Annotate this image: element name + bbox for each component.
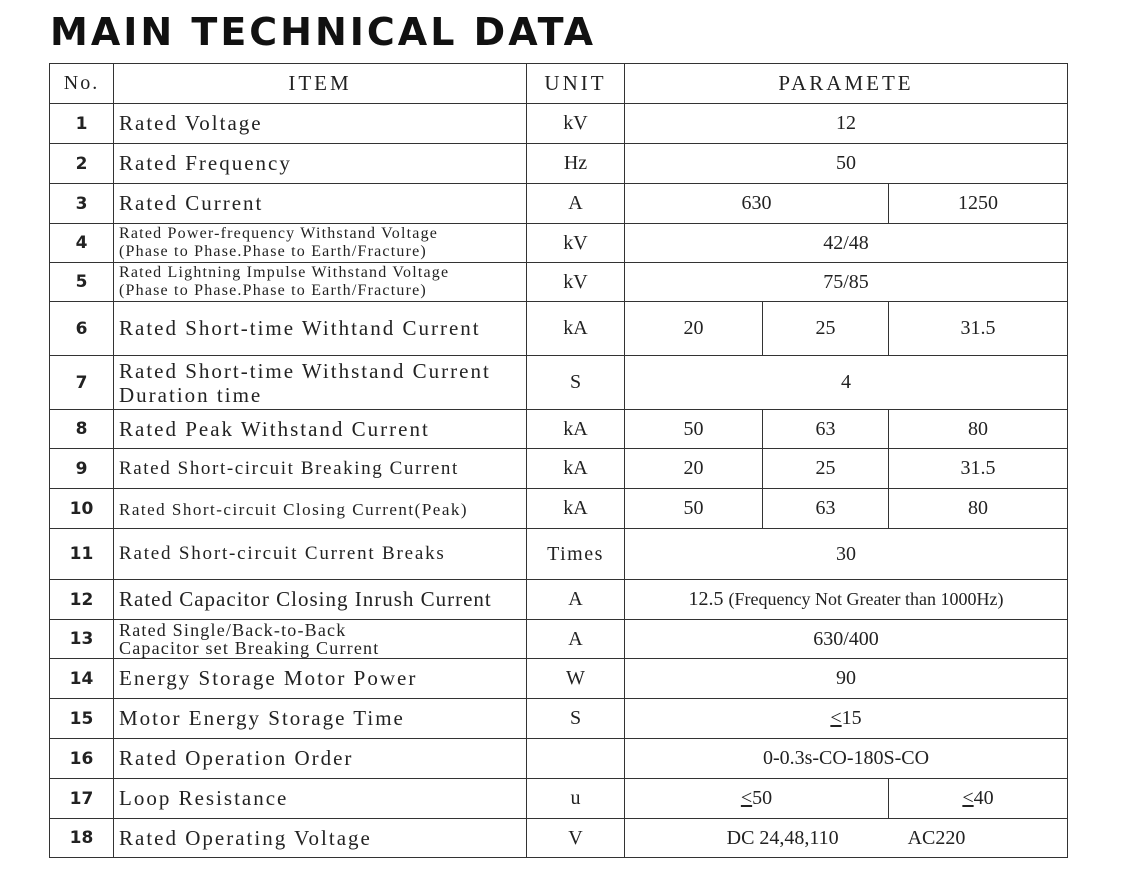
unit: V [527, 819, 625, 858]
row-number: 4 [50, 224, 114, 263]
item-name-line: Duration time [119, 382, 263, 407]
technical-data-table [49, 63, 1068, 858]
table-row [50, 779, 1068, 819]
parameter-value: 31.5 [889, 302, 1068, 356]
item-name [114, 224, 527, 263]
item-name: Loop Resistance [114, 779, 527, 819]
value-number: 15 [841, 707, 862, 729]
table-row [50, 144, 1068, 184]
value-number: 12.5 [688, 588, 724, 610]
item-name: Rated Current [114, 184, 527, 224]
parameter-value: 30 [625, 529, 1068, 580]
parameter-value [625, 580, 1068, 620]
row-number: 10 [50, 489, 114, 529]
value-number: 40 [973, 787, 994, 809]
unit: A [527, 184, 625, 224]
item-name-line: (Phase to Phase.Phase to Earth/Fracture) [119, 243, 427, 260]
row-number: 6 [50, 302, 114, 356]
item-name: Rated Short-time Withtand Current [114, 302, 527, 356]
unit: S [527, 699, 625, 739]
table-row [50, 449, 1068, 489]
header-parameter: PARAMETE [625, 64, 1068, 104]
table-row [50, 356, 1068, 410]
unit: kA [527, 449, 625, 489]
item-name: Rated Short-circuit Current Breaks [114, 529, 527, 580]
parameter-value: 80 [889, 489, 1068, 529]
table-row [50, 184, 1068, 224]
item-name-line: Rated Single/Back-to-Back [119, 620, 347, 640]
table-row [50, 819, 1068, 858]
table-row [50, 104, 1068, 144]
row-number: 8 [50, 410, 114, 449]
row-number: 13 [50, 620, 114, 659]
unit: kV [527, 104, 625, 144]
unit: A [527, 580, 625, 620]
table-row [50, 620, 1068, 659]
parameter-value [889, 779, 1068, 819]
unit: A [527, 620, 625, 659]
row-number: 16 [50, 739, 114, 779]
row-number: 3 [50, 184, 114, 224]
unit: kV [527, 263, 625, 302]
parameter-value: 20 [625, 302, 763, 356]
header-item: ITEM [114, 64, 527, 104]
row-number: 2 [50, 144, 114, 184]
unit: S [527, 356, 625, 410]
item-name-line: (Phase to Phase.Phase to Earth/Fracture) [119, 282, 427, 299]
parameter-value [625, 819, 1068, 858]
item-name: Rated Frequency [114, 144, 527, 184]
page-title: MAIN TECHNICAL DATA [50, 10, 597, 54]
parameter-value [625, 699, 1068, 739]
row-number: 18 [50, 819, 114, 858]
value-note: (Frequency Not Greater than 1000Hz) [728, 589, 1004, 609]
item-name: Energy Storage Motor Power [114, 659, 527, 699]
unit: Times [527, 529, 625, 580]
parameter-value: 90 [625, 659, 1068, 699]
parameter-value: 50 [625, 489, 763, 529]
row-number: 15 [50, 699, 114, 739]
item-name-text: Rated Short-circuit Closing Current(Peak) [119, 500, 469, 519]
parameter-value: 1250 [889, 184, 1068, 224]
row-number: 9 [50, 449, 114, 489]
table-row [50, 659, 1068, 699]
header-row [50, 64, 1068, 104]
row-number: 14 [50, 659, 114, 699]
row-number: 17 [50, 779, 114, 819]
item-name-line: Rated Power-frequency Withstand Voltage [119, 225, 439, 242]
item-name: Rated Operating Voltage [114, 819, 527, 858]
parameter-value: 50 [625, 144, 1068, 184]
parameter-value: 12 [625, 104, 1068, 144]
parameter-value: 25 [763, 449, 889, 489]
table-row [50, 224, 1068, 263]
less-than-symbol: < [740, 787, 753, 809]
less-than-symbol: < [962, 787, 974, 809]
header-no: No. [50, 64, 114, 104]
table-row [50, 529, 1068, 580]
parameter-value: 75/85 [625, 263, 1068, 302]
table-row [50, 489, 1068, 529]
value-dc: DC 24,48,110 [726, 826, 839, 849]
unit: W [527, 659, 625, 699]
row-number: 5 [50, 263, 114, 302]
item-name: Rated Operation Order [114, 739, 527, 779]
table-row [50, 699, 1068, 739]
less-than-symbol: < [830, 707, 842, 729]
unit: kV [527, 224, 625, 263]
item-name: Motor Energy Storage Time [114, 699, 527, 739]
table-row [50, 410, 1068, 449]
value-number: 50 [752, 787, 773, 809]
parameter-value [625, 779, 889, 819]
parameter-value: 4 [625, 356, 1068, 410]
table-row [50, 263, 1068, 302]
parameter-value: 63 [763, 489, 889, 529]
row-number: 11 [50, 529, 114, 580]
row-number: 12 [50, 580, 114, 620]
parameter-value: 80 [889, 410, 1068, 449]
unit: Hz [527, 144, 625, 184]
item-name [114, 489, 527, 529]
unit: u [527, 779, 625, 819]
item-name-line: Capacitor set Breaking Current [119, 638, 380, 658]
item-name: Rated Short-circuit Breaking Current [114, 449, 527, 489]
item-name: Rated Peak Withstand Current [114, 410, 527, 449]
parameter-value: 20 [625, 449, 763, 489]
value-ac: AC220 [907, 826, 966, 849]
item-name [114, 263, 527, 302]
unit: kA [527, 410, 625, 449]
item-name [114, 620, 527, 659]
table-row [50, 580, 1068, 620]
parameter-value: 42/48 [625, 224, 1068, 263]
row-number: 7 [50, 356, 114, 410]
item-name: Rated Capacitor Closing Inrush Current [114, 580, 527, 620]
header-unit: UNIT [527, 64, 625, 104]
item-name [114, 356, 527, 410]
row-number: 1 [50, 104, 114, 144]
table-row [50, 739, 1068, 779]
table-row [50, 302, 1068, 356]
item-name-line: Rated Short-time Withstand Current [119, 358, 491, 383]
parameter-value: 630/400 [625, 620, 1068, 659]
parameter-value: 25 [763, 302, 889, 356]
parameter-value: 50 [625, 410, 763, 449]
unit: kA [527, 302, 625, 356]
parameter-value: 63 [763, 410, 889, 449]
parameter-value: 630 [625, 184, 889, 224]
unit: kA [527, 489, 625, 529]
parameter-value: 0-0.3s-CO-180S-CO [625, 739, 1068, 779]
item-name-line: Rated Lightning Impulse Withstand Voltage [119, 264, 450, 281]
unit [527, 739, 625, 779]
item-name: Rated Voltage [114, 104, 527, 144]
parameter-value: 31.5 [889, 449, 1068, 489]
